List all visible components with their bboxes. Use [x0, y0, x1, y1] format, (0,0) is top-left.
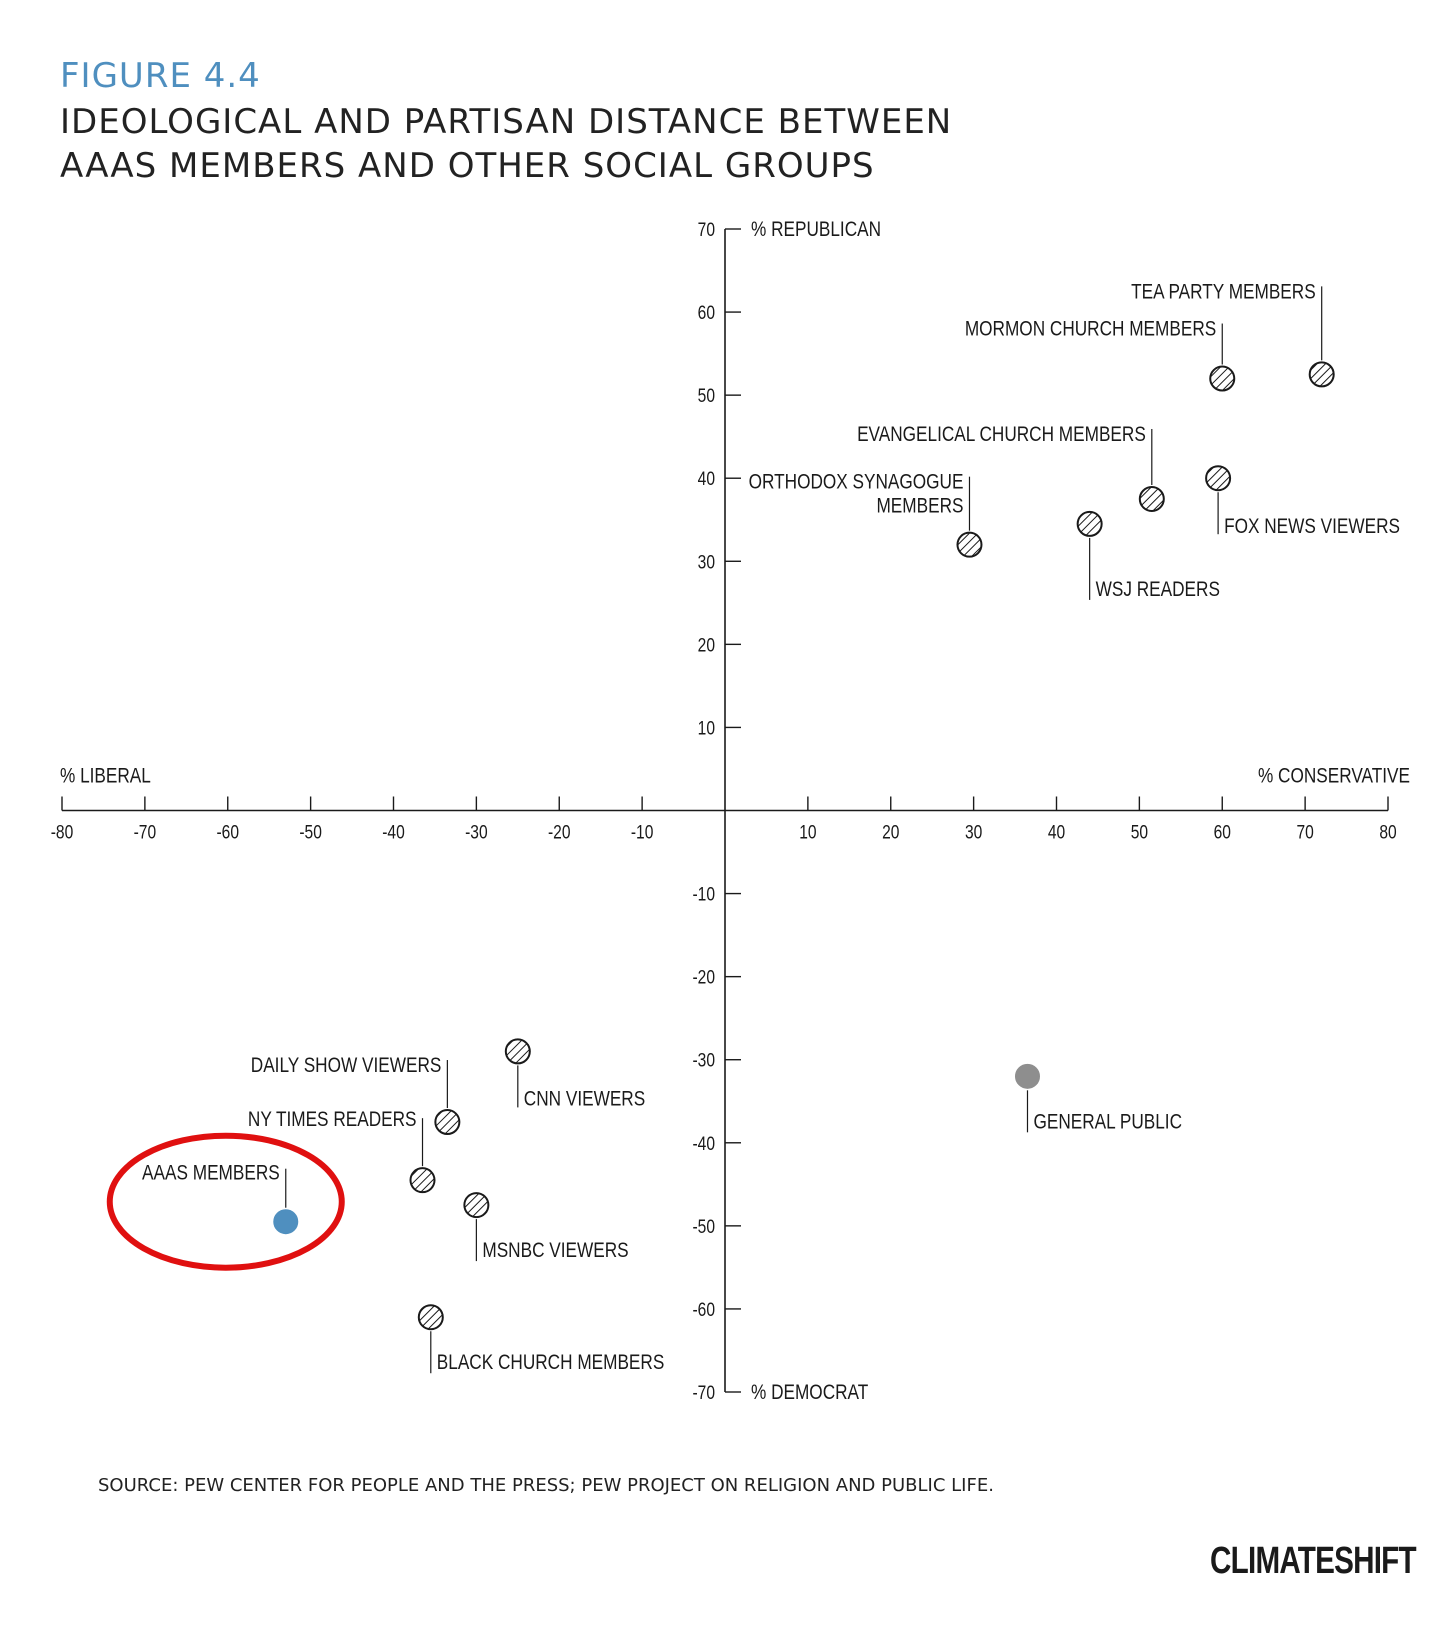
- point-label-msnbc-viewers: MSNBC VIEWERS: [482, 1239, 629, 1263]
- point-wsj-readers: [1078, 512, 1102, 536]
- figure-label: FIGURE 4.4: [60, 56, 261, 96]
- x-tick-label: -30: [465, 821, 488, 843]
- chart-title-line-1: IDEOLOGICAL AND PARTISAN DISTANCE BETWEEN: [60, 102, 953, 142]
- x-tick-label: 60: [1213, 821, 1231, 843]
- x-tick-label: 50: [1130, 821, 1149, 843]
- brand-logo: CLIMATESHIFT: [1210, 1540, 1416, 1582]
- point-ny-times-readers: [411, 1168, 435, 1192]
- point-general-public: [1015, 1064, 1039, 1088]
- x-tick-label: -80: [50, 821, 74, 843]
- highlight-ellipse: [110, 1136, 342, 1268]
- point-label-ny-times-readers: NY TIMES READERS: [247, 1108, 417, 1132]
- axes: [51, 219, 1410, 1405]
- y-tick-label: 50: [697, 384, 715, 407]
- x-tick-label: 10: [799, 821, 817, 843]
- point-label-fox-news-viewers: FOX NEWS VIEWERS: [1224, 515, 1401, 539]
- y-axis-label-republican: % REPUBLICAN: [751, 218, 882, 242]
- point-label-cnn-viewers: CNN VIEWERS: [523, 1087, 646, 1111]
- x-tick-label: -70: [133, 821, 157, 843]
- point-label-orthodox-synagogue-members: ORTHODOX SYNAGOGUE: [748, 471, 964, 495]
- y-tick-label: 60: [697, 301, 715, 324]
- x-tick-label: 70: [1296, 821, 1314, 843]
- x-tick-label: -60: [216, 821, 240, 843]
- x-axis-label-conservative: % CONSERVATIVE: [1257, 765, 1410, 788]
- point-msnbc-viewers: [464, 1193, 488, 1217]
- chart-title-line-2: AAAS MEMBERS AND OTHER SOCIAL GROUPS: [60, 146, 875, 186]
- point-mormon-church-members: [1210, 367, 1234, 391]
- point-fox-news-viewers: [1206, 466, 1230, 490]
- x-axis-label-liberal: % LIBERAL: [60, 765, 151, 788]
- y-tick-label: 20: [697, 633, 715, 656]
- y-tick-label: 10: [697, 716, 715, 739]
- point-label-general-public: GENERAL PUBLIC: [1033, 1110, 1183, 1134]
- x-tick-label: 30: [964, 821, 983, 843]
- point-aaas-members: [274, 1210, 298, 1234]
- point-black-church-members: [419, 1305, 443, 1329]
- point-evangelical-church-members: [1140, 487, 1164, 511]
- y-tick-label: -50: [692, 1215, 715, 1238]
- y-tick-label: -30: [692, 1049, 715, 1072]
- point-orthodox-synagogue-members: [957, 533, 981, 557]
- y-tick-label: -40: [692, 1132, 715, 1155]
- x-tick-label: -20: [547, 821, 571, 843]
- y-tick-label: 70: [697, 218, 715, 241]
- point-label-orthodox-synagogue-members: MEMBERS: [876, 495, 964, 519]
- y-tick-label: 40: [697, 467, 715, 490]
- point-label-daily-show-viewers: DAILY SHOW VIEWERS: [250, 1054, 442, 1078]
- x-tick-label: -40: [382, 821, 405, 843]
- point-daily-show-viewers: [435, 1110, 459, 1134]
- point-label-aaas-members: AAAS MEMBERS: [142, 1162, 280, 1186]
- y-axis-label-democrat: % DEMOCRAT: [751, 1381, 869, 1405]
- point-label-tea-party-members: TEA PARTY MEMBERS: [1131, 280, 1316, 304]
- y-tick-label: -20: [692, 966, 715, 989]
- x-tick-label: -50: [299, 821, 322, 843]
- y-tick-label: 30: [697, 550, 715, 573]
- x-tick-label: -10: [630, 821, 654, 843]
- point-label-wsj-readers: WSJ READERS: [1095, 578, 1220, 602]
- point-cnn-viewers: [506, 1039, 530, 1063]
- data-points: [110, 362, 1334, 1329]
- y-tick-label: -60: [692, 1298, 715, 1321]
- point-label-black-church-members: BLACK CHURCH MEMBERS: [436, 1351, 665, 1375]
- y-tick-label: -70: [692, 1381, 715, 1404]
- point-label-evangelical-church-members: EVANGELICAL CHURCH MEMBERS: [857, 423, 1146, 447]
- x-tick-label: 80: [1379, 821, 1397, 843]
- point-label-mormon-church-members: MORMON CHURCH MEMBERS: [964, 318, 1217, 341]
- point-labels: [142, 281, 1400, 1375]
- x-tick-label: 40: [1047, 821, 1066, 843]
- point-tea-party-members: [1310, 362, 1334, 386]
- y-tick-label: -10: [692, 883, 715, 905]
- source-note: SOURCE: PEW CENTER FOR PEOPLE AND THE PRESS; PEW PROJECT ON RELIGION AND PUBLIC LIFE.: [98, 1475, 994, 1496]
- x-tick-label: 20: [882, 821, 900, 843]
